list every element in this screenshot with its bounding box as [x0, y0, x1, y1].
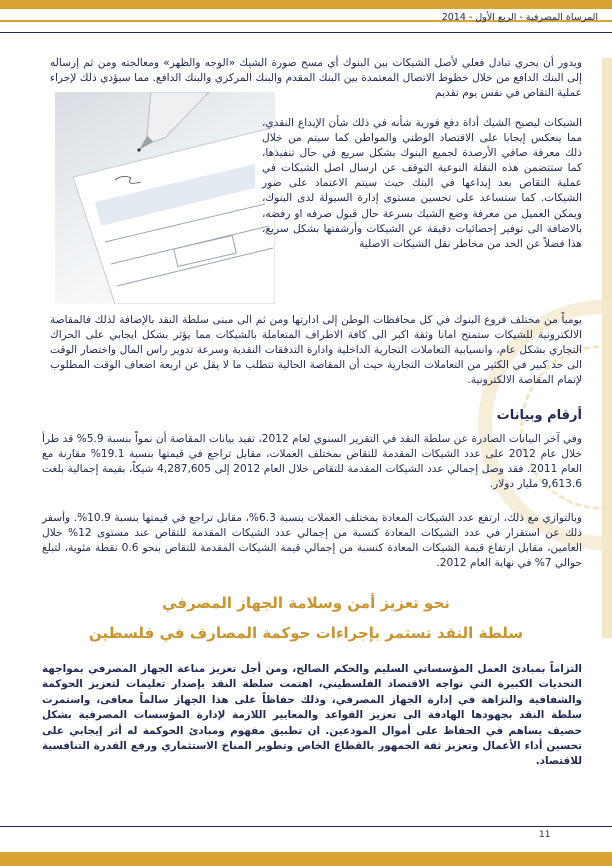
header-rule	[0, 32, 612, 33]
section-title-governance: سلطة النقد تستمر بإجراءات حوكمة المصارف في فلسطين	[88, 624, 524, 642]
body-paragraph-bold: التزاماً بمبادئ العمل المؤسساتي السليم والحكم الصالح، ومن أجل تعزيز مناعة الجهاز المصرفي بمواجهة التحديات الكبيرة التي تواجه الاقتصاد الفلسطيني، اهتمت سلطة النقد بإصدار تعليمات لتعزيز الحوكمة والشفافية والنزاهة في إدارة الجهاز المصرفي، وذلك حفاظاً على هذا الجهاز سالماً معافى، واستمرت سلطة النقد بجهودها الهادفة الى تعزيز القواعد والمعايير اللازمة لإدارة المؤسسات المصرفية بشكل حصيف يساهم في الحفاظ على أموال المودعين. ان تطبيق مفهوم ومبادئ الحوكمة له أثر إيجابي على تحسين أداء الأعمال وتعزيز ثقة الجمهور بالقطاع الخاص وتطوير المناخ الاستثماري ورفع القدرة التنافسية للاقتصاد.	[42, 663, 582, 768]
body-paragraph: وبالتوازي مع ذلك، ارتفع عدد الشيكات المعادة بمختلف العملات بنسبة 6.3%، مقابل تراجع في قيمتها بنسبة 10.9%. وأسفر ذلك عن استقرار في عدد الشيكات المعادة كنسبة من إجمالي عدد الشيكات المقدمة للتقاص عند مستوى 12% خلال العامين، مقابل ارتفاع قيمة الشيكات المعادة كنسبة من إجمالي قيمة الشيكات المقدمة للتقاص بنحو 0.6 نقطة مئوية، لتبلغ حوالي 7% في نهاية العام 2012.	[42, 512, 583, 570]
cheque-pen-illustration	[55, 92, 275, 304]
section-heading-figures: أرقام وبيانات	[496, 408, 582, 423]
body-paragraph: ويدور أن يجري تبادل فعلي لأصل الشيكات بين البنوك أي مسح صورة الشيك «الوجه والظهر» ومعالجته ومن ثم إرساله إلى البنك الدافع من خلال خطوط الاتصال المعتمدة بين البنك المقدم والبنك المركزي والبنك الدافع. مما سيؤدي ذلك لإجراء عملية التقاص في نفس يوم تقديم	[50, 57, 582, 100]
cheque-photo	[55, 92, 275, 304]
running-header: المرساة المصرفية - الربع الأول - 2014	[441, 12, 598, 23]
footer-rule	[0, 826, 612, 827]
top-gold-band	[0, 0, 612, 9]
body-paragraph: وفي آخر البيانات الصادرة عن سلطة النقد في التقرير السنوي لعام 2012، تفيد بيانات المقاصة أن نمواً بنسبة 5.9% قد طرأ خلال عام 2012 على عدد الشيكات المقدمة للتقاص بمختلف العملات، مقابل تراجع في قيمتها بنسبة 19.1% مقارنة مع العام 2011. فقد وصل إجمالي عدد الشيكات المقدمة للتقاص خلال العام 2012 إلى 4,287,605 شيكاً، بقيمة إجمالية بلغت 9,613.6 مليار دولار.	[42, 433, 583, 491]
section-title-security: نحو تعزيز أمن وسلامة الجهاز المصرفي	[162, 594, 450, 612]
bottom-gold-band	[0, 852, 612, 866]
body-paragraph: يومياً من مختلف فروع البنوك في كل محافظات الوطن إلى ادارتها ومن ثم الى مبنى سلطة النقد بالإضافة لذلك فالمقاصة الالكترونية للشيكات ستمنح امانا وثقة اكبر الى كافة الاطراف المتعاملة بالشيكات مما يؤثر بشكل ايجابي على الحراك التجاري بشكل عام، وانسيابية التعاملات التجارية الداخلية وادارة التدفقات النقدية وسرعة تدوير راس المال واختصار الوقت الى حد كبير في الكثير من التعاملات التجارية حيث أن المقاصة الحالية تتطلب ما لا يقل عن اربعة اضعاف الوقت المطلوب لإتمام المقاصة الالكترونية.	[50, 314, 582, 387]
body-paragraph: الشيكات ليصبح الشيك أداة دفع فورية شأنه في ذلك شأن الإيداع النقدي، مما ينعكس إيجابا على الاقتصاد الوطني والمواطن كما سيتم من خلال ذلك معرفة صافي الأرصدة لجميع البنوك بشكل سريع في حال تنفيذها، كما ستتضمن هذه النقلة النوعية التوقف عن ارسال اصل الشيكات في عملية التقاص بعد إيداعها في البنك حيث سيتم الاعتماد على صور الشيكات. كما ستساعد على تحسين مستوى إدارة السيولة لدى البنوك، ويمكن العميل من معرفة وضع الشيك بسرعة حال قبول صرفه او رفضه، بالاضافة الى توفير إحصائيات دقيقة عن الشيكات وأرشفتها بشكل سريع، هذا فضلاً عن الحد من مخاطر نقل الشيكات الاصلية	[262, 117, 582, 250]
page-number: 11	[539, 830, 551, 840]
